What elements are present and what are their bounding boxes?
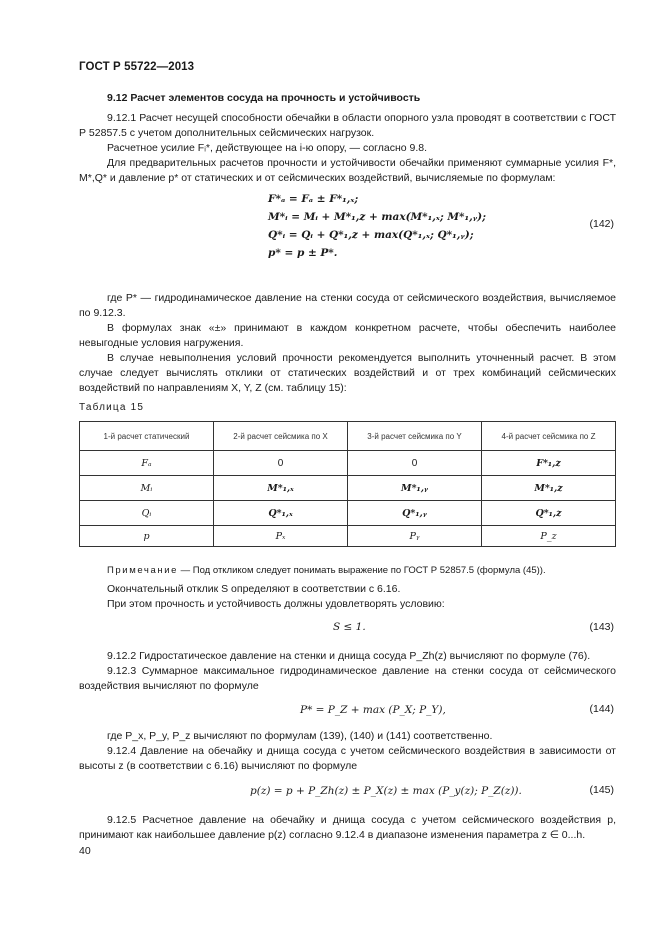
equation-142-line-4: p* = p ± P*.	[268, 247, 338, 259]
table-cell: M*₁,z	[482, 476, 616, 501]
paragraph-9-12-3: 9.12.3 Суммарное максимальное гидродинамическое давление на стенки сосуда от сейсмического воздействия вычисляют по формуле	[79, 665, 616, 692]
table-cell: Mᵢ	[80, 476, 214, 501]
equation-145: p(z) = p + P_Zh(z) ± P_X(z) ± max (P_y(z); P_Z(z)).	[250, 785, 522, 797]
equation-number-143: (143)	[589, 621, 614, 633]
page-number: 40	[79, 845, 91, 857]
table-cell: M*₁,ₓ	[214, 476, 348, 501]
document-header: ГОСТ Р 55722—2013	[79, 61, 195, 73]
table-header-cell: 1-й расчет статический	[80, 422, 214, 451]
equation-142-line-1: F*ₐ = Fₐ ± F*₁,ₓ;	[268, 193, 359, 205]
table-cell: Pₓ	[214, 526, 348, 547]
table-header-cell: 2-й расчет сейсмика по X	[214, 422, 348, 451]
table-row	[80, 501, 616, 526]
table-cell: Fₐ	[80, 451, 214, 476]
table-cell: Q*₁,ₓ	[214, 501, 348, 526]
table-note	[107, 565, 546, 576]
paragraph-9-12-5: 9.12.5 Расчетное давление на обечайку и днища сосуда с учетом сейсмического воздействия p, принимают как наибольшее давление p(z) согласно 9.12.4 в диапазоне изменения параметра z ∈ 0...h.	[79, 814, 616, 841]
table-cell: F*₁,z	[482, 451, 616, 476]
equation-number-145: (145)	[589, 784, 614, 796]
paragraph-sign-rule: В формулах знак «±» принимают в каждом конкретном расчете, чтобы обеспечить наиболее невыгодные условия нагружения.	[79, 322, 616, 349]
table-15	[79, 421, 616, 547]
equation-144: P* = P_Z + max (P_X; P_Y),	[300, 704, 446, 716]
table-cell: Q*₁,ᵧ	[348, 501, 482, 526]
equation-number-144: (144)	[589, 703, 614, 715]
table-header-cell: 3-й расчет сейсмика по Y	[348, 422, 482, 451]
paragraph-9-12-4: 9.12.4 Давление на обечайку и днища сосуда с учетом сейсмического воздействия в зависимости от высоты z (в соответствии с 6.16) вычисляют по формуле	[79, 745, 616, 772]
table-cell: Qᵢ	[80, 501, 214, 526]
equation-142-line-3: Q*ᵢ = Qᵢ + Q*₁,z + max(Q*₁,ₓ; Q*₁,ᵧ);	[268, 229, 474, 241]
paragraph-force: Расчетное усилие Fᵢ*, действующее на i-ю опору, — согласно 9.8.	[107, 142, 428, 154]
table-row	[80, 526, 616, 547]
table-caption: Таблица 15	[79, 402, 145, 413]
table-row	[80, 451, 616, 476]
table-row	[80, 476, 616, 501]
paragraph-refined-calc: В случае невыполнения условий прочности рекомендуется выполнить уточненный расчет. В этом случае следует вычислять отклики от статических воздействий и от трех комбинаций сейсмических воздействий по направлениям X, Y, Z (см. таблицу 15):	[79, 352, 616, 394]
note-label: Примечание	[107, 565, 178, 576]
table-cell: M*₁,ᵧ	[348, 476, 482, 501]
section-title: 9.12 Расчет элементов сосуда на прочность и устойчивость	[107, 92, 421, 104]
equation-number-142: (142)	[589, 218, 614, 230]
paragraph-where-p: где P* — гидродинамическое давление на стенки сосуда от сейсмического воздействия, вычисляемое по 9.12.3.	[79, 292, 616, 319]
paragraph-where-pxyz: где P_x, P_y, P_z вычисляют по формулам (139), (140) и (141) соответственно.	[107, 730, 493, 742]
note-text: — Под откликом следует понимать выражение по ГОСТ Р 52857.5 (формула (45)).	[178, 565, 546, 576]
paragraph-condition: При этом прочность и устойчивость должны удовлетворять условию:	[107, 598, 445, 610]
table-cell: 0	[214, 451, 348, 476]
paragraph-9-12-1: 9.12.1 Расчет несущей способности обечайки в области опорного узла проводят в соответствии с ГОСТ Р 52857.5 с учетом дополнительных сейсмических нагрузок.	[79, 112, 616, 139]
table-cell: 0	[348, 451, 482, 476]
paragraph-summary-forces: Для предварительных расчетов прочности и устойчивости обечайки применяют суммарные усилия F*, M*,Q* и давление p* от статических и от сейсмических воздействий, вычисляемые по формулам:	[79, 157, 616, 184]
paragraph-9-12-2: 9.12.2 Гидростатическое давление на стенки и днища сосуда P_Zh(z) вычисляют по формуле (76).	[107, 650, 591, 662]
table-cell: Pᵧ	[348, 526, 482, 547]
table-cell: Q*₁,z	[482, 501, 616, 526]
paragraph-final-response: Окончательный отклик S определяют в соответствии с 6.16.	[107, 583, 401, 595]
table-header-cell: 4-й расчет сейсмика по Z	[482, 422, 616, 451]
table-cell: P_z	[482, 526, 616, 547]
table-cell: p	[80, 526, 214, 547]
equation-143: S ≤ 1.	[333, 621, 366, 633]
equation-142-line-2: M*ᵢ = Mᵢ + M*₁,z + max(M*₁,ₓ; M*₁,ᵧ);	[268, 211, 486, 223]
